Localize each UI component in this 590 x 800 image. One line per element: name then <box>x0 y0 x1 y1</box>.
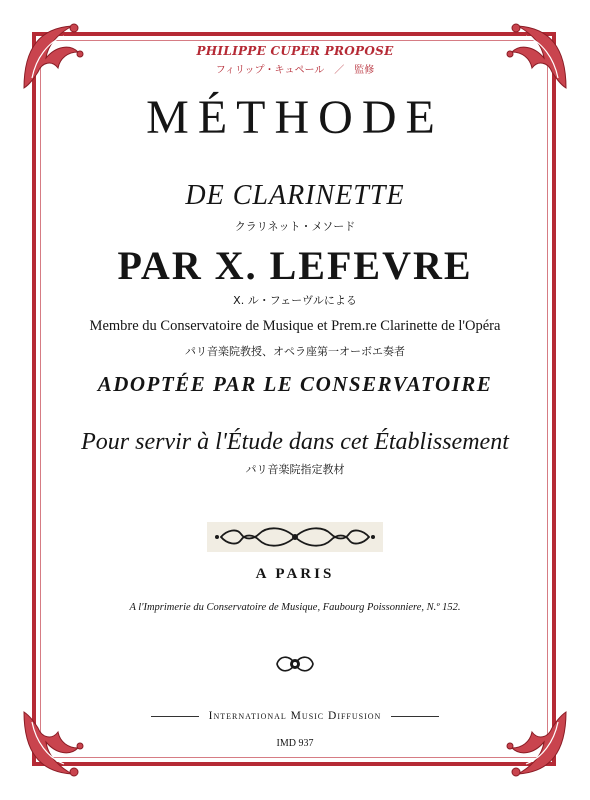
publisher-row <box>0 710 590 722</box>
divider-ornament <box>0 522 590 556</box>
publisher-name: International Music Diffusion <box>208 710 382 722</box>
publisher-emblem <box>0 652 590 680</box>
instrument-subtitle: DE CLARINETTE <box>185 180 405 211</box>
author-heading-jp: X. ル・フェーヴルによる <box>233 294 357 307</box>
imprint-printer: A l'Imprimerie du Conservatoire de Musique, Faubourg Poissonniere, N.º 152. <box>129 602 461 613</box>
credentials-line: Membre du Conservatoire de Musique et Prem.re Clarinette de l'Opéra <box>89 318 501 334</box>
rule-left <box>151 716 199 717</box>
flourish-icon <box>207 522 383 552</box>
proposer-label: PHILIPPE CUPER PROPOSE <box>196 44 394 58</box>
purpose-line: Pour servir à l'Étude dans cet Établissement <box>81 429 509 455</box>
author-heading: PAR X. LEFEVRE <box>117 243 473 288</box>
inner-frame <box>40 40 548 758</box>
credentials-line-jp: パリ音楽院教授、オペラ座第一オーボエ奏者 <box>185 345 405 358</box>
purpose-line-jp: パリ音楽院指定教材 <box>245 463 345 476</box>
instrument-subtitle-jp: クラリネット・メソード <box>234 220 356 233</box>
emblem-icon <box>273 652 317 676</box>
adoption-heading: ADOPTÉE PAR LE CONSERVATOIRE <box>97 372 493 396</box>
imprint-city: A PARIS <box>255 566 335 582</box>
page-title: MÉTHODE <box>146 91 444 144</box>
proposer-label-jp: フィリップ・キュペール ／ 監修 <box>215 65 375 76</box>
catalog-code: IMD 937 <box>276 738 314 749</box>
rule-right <box>391 716 439 717</box>
